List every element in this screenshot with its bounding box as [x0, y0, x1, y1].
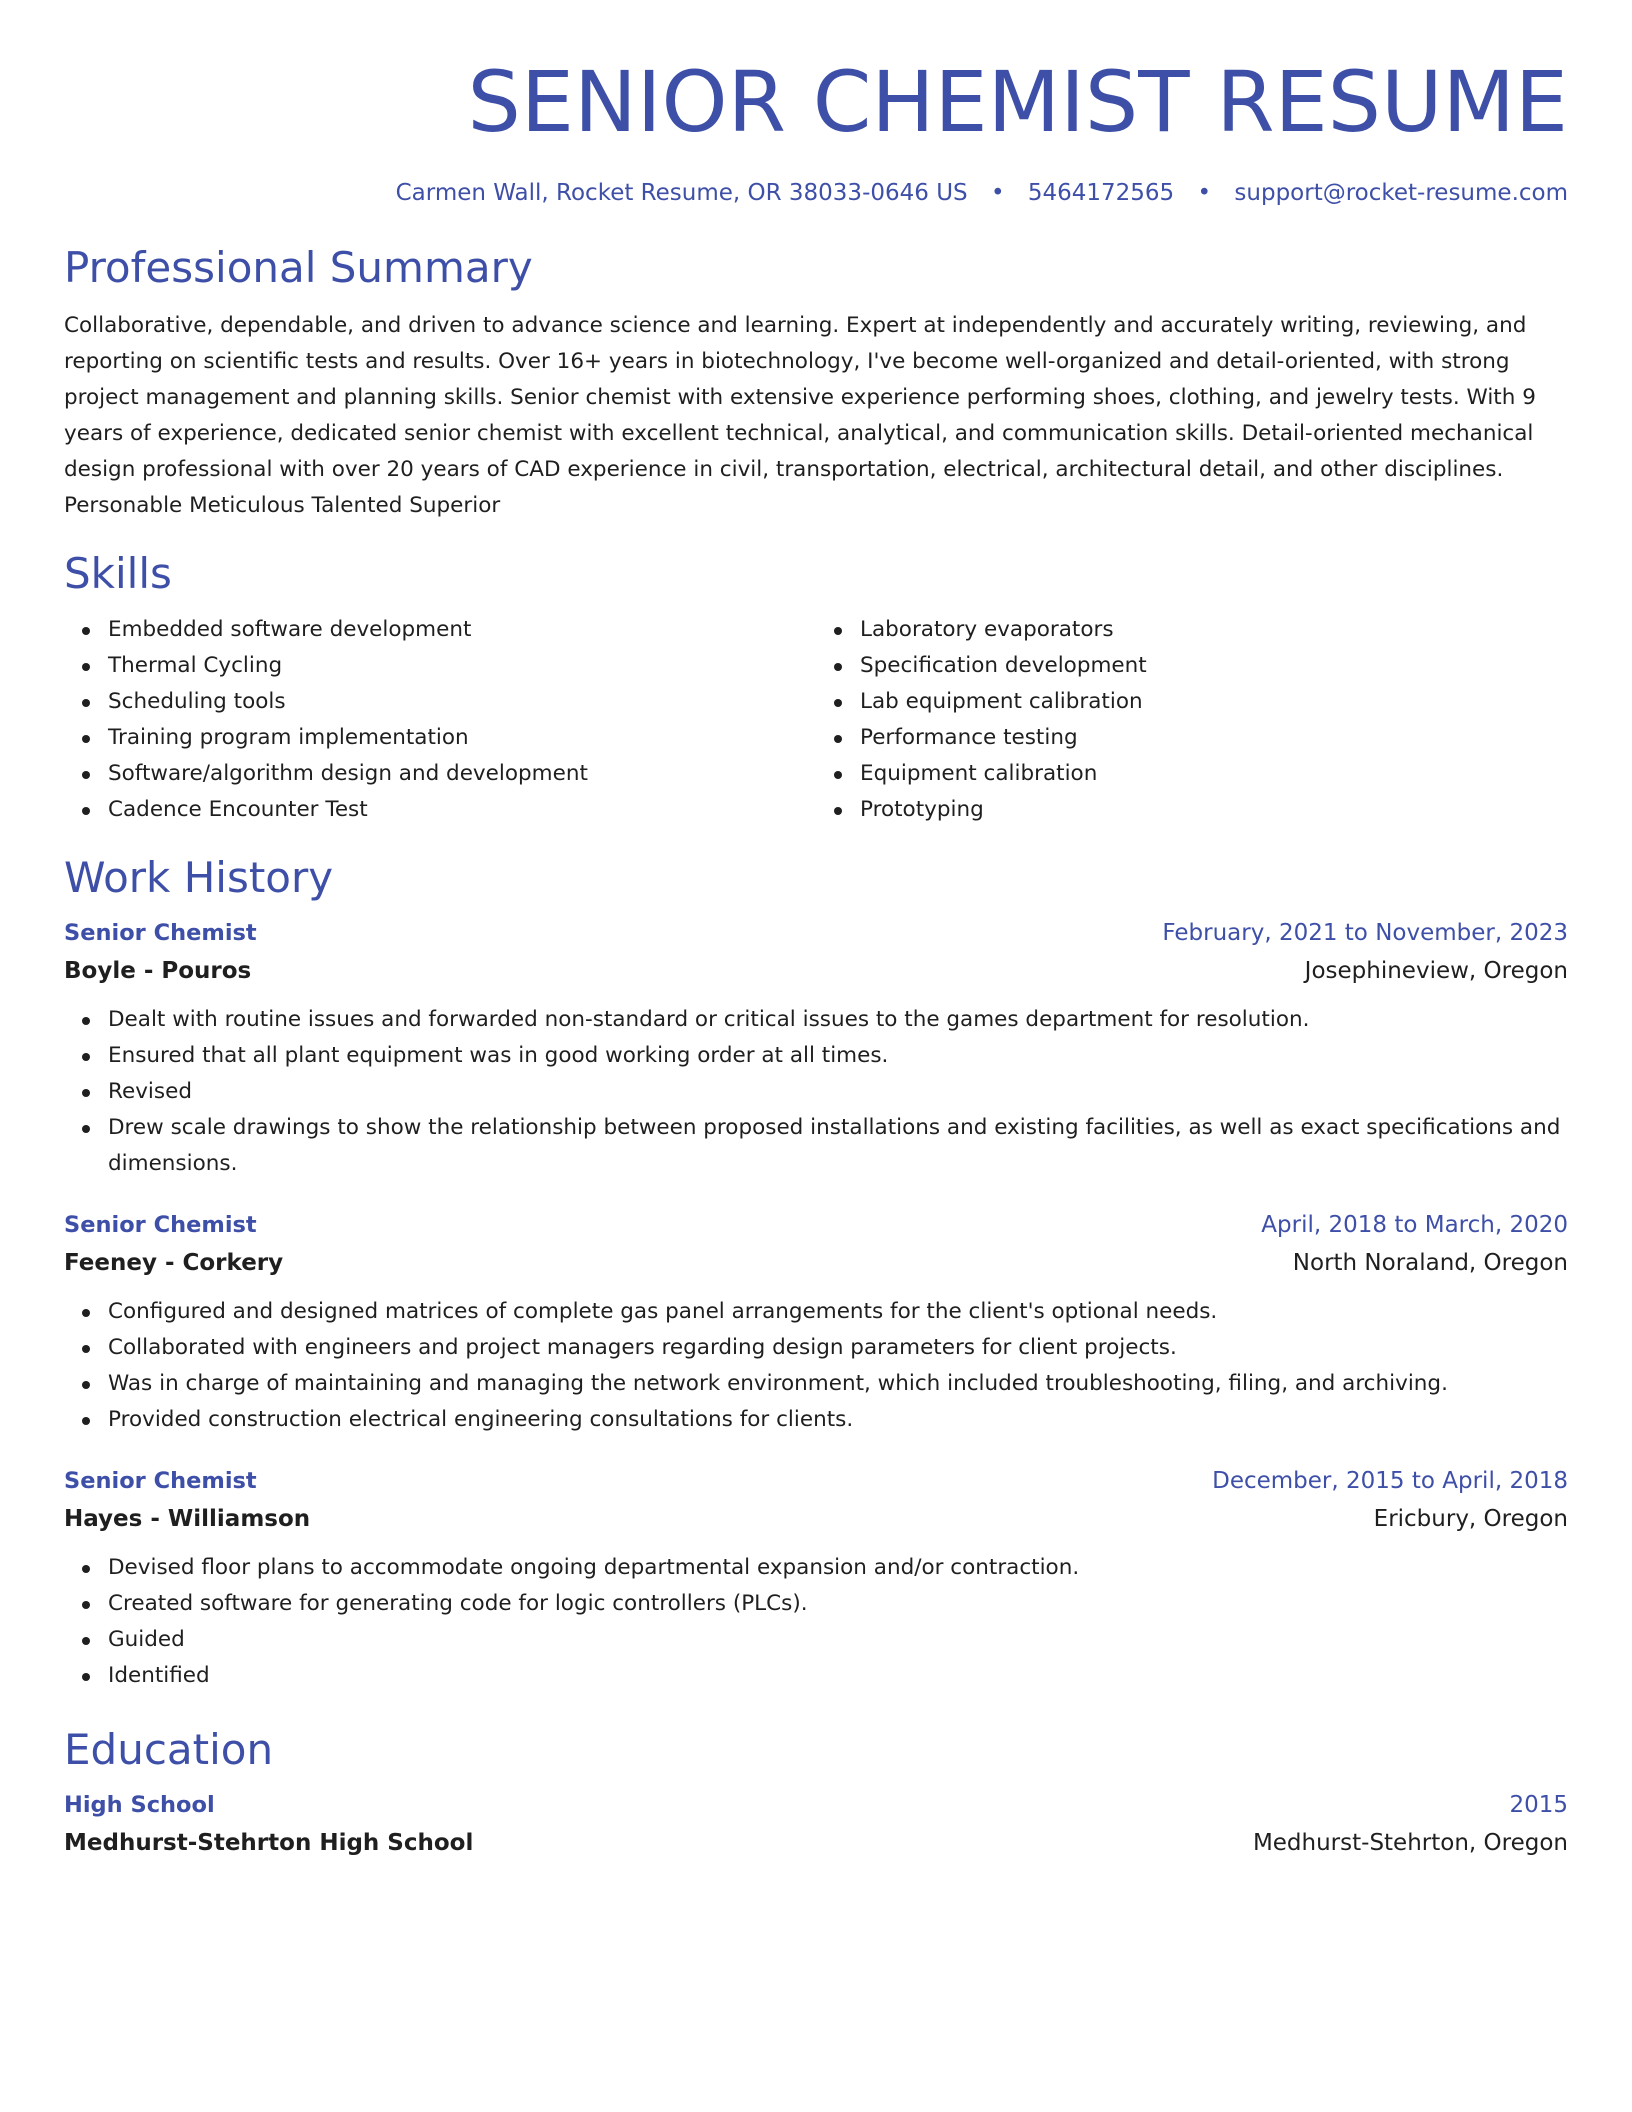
education-school: Medhurst-Stehrton High School [64, 1830, 474, 1856]
skill-item: Specification development [860, 648, 1568, 684]
contact-email: support@rocket-resume.com [1234, 180, 1568, 206]
job-location: North Noraland, Oregon [1292, 1250, 1568, 1276]
job-bullet: Was in charge of maintaining and managing the network environment, which included troubleshooting, filing, and archiving. [108, 1366, 1568, 1402]
skill-item: Prototyping [860, 792, 1568, 828]
education-degree-row [64, 1786, 1568, 1824]
job-title: Senior Chemist [64, 1468, 257, 1494]
skill-item: Cadence Encounter Test [108, 792, 816, 828]
education-degree: High School [64, 1792, 215, 1818]
skill-item: Performance testing [860, 720, 1568, 756]
contact-separator: • [990, 180, 1005, 206]
job-entry [64, 914, 1568, 1182]
job-bullet: Provided construction electrical engineering consultations for clients. [108, 1402, 1568, 1438]
job-title-row [64, 914, 1568, 952]
skill-item: Equipment calibration [860, 756, 1568, 792]
skills-column-left [64, 612, 816, 828]
skills-heading: Skills [64, 549, 172, 598]
summary-text: Collaborative, dependable, and driven to advance science and learning. Expert at independently and accurately writing, reviewing, and reporting on scientific tests and results. Over 16+ years in biotechnology, I've become well-organized and detail-oriented, with strong project management and planning skills. Senior chemist with extensive experience performing shoes, clothing, and jewelry tests. With 9 years of experience, dedicated senior chemist with excellent technical, analytical, and communication skills. Detail-oriented mechanical design professional with over 20 years of CAD experience in civil, transportation, electrical, architectural detail, and other disciplines. Personable Meticulous Talented Superior [64, 313, 1536, 518]
job-title-row [64, 1462, 1568, 1500]
education-location: Medhurst-Stehrton, Oregon [1252, 1830, 1568, 1856]
job-bullet: Created software for generating code for logic controllers (PLCs). [108, 1586, 1568, 1622]
job-bullet: Drew scale drawings to show the relationship between proposed installations and existing facilities, as well as exact specifications and dimensions. [108, 1110, 1568, 1182]
job-bullets [64, 1550, 1568, 1694]
resume-header [64, 52, 1568, 208]
skills-section [64, 548, 1568, 828]
education-section [64, 1724, 1568, 1862]
job-company-row [64, 952, 1568, 990]
summary-heading: Professional Summary [64, 243, 533, 292]
job-bullet: Ensured that all plant equipment was in good working order at all times. [108, 1038, 1568, 1074]
job-title-row [64, 1206, 1568, 1244]
contact-line [64, 178, 1568, 208]
job-company: Hayes - Williamson [64, 1506, 311, 1532]
job-company-row [64, 1244, 1568, 1282]
skill-item: Laboratory evaporators [860, 612, 1568, 648]
job-company-row [64, 1500, 1568, 1538]
job-company: Feeney - Corkery [64, 1250, 284, 1276]
skills-column-right [816, 612, 1568, 828]
skill-item: Thermal Cycling [108, 648, 816, 684]
job-location: Josephineview, Oregon [1304, 958, 1568, 984]
job-title: Senior Chemist [64, 920, 257, 946]
skill-item: Training program implementation [108, 720, 816, 756]
contact-address: Carmen Wall, Rocket Resume, OR 38033-0646 US [395, 180, 968, 206]
job-entry [64, 1462, 1568, 1694]
work-heading: Work History [64, 853, 334, 902]
contact-separator: • [1197, 180, 1212, 206]
skill-item: Software/algorithm design and development [108, 756, 816, 792]
job-bullet: Collaborated with engineers and project managers regarding design parameters for client projects. [108, 1330, 1568, 1366]
job-bullet: Revised [108, 1074, 1568, 1110]
work-section [64, 852, 1568, 1694]
skill-item: Embedded software development [108, 612, 816, 648]
job-bullets [64, 1294, 1568, 1438]
job-dates: December, 2015 to April, 2018 [1212, 1468, 1568, 1494]
job-bullet: Configured and designed matrices of complete gas panel arrangements for the client's optional needs. [108, 1294, 1568, 1330]
job-dates: February, 2021 to November, 2023 [1162, 920, 1568, 946]
job-bullet: Dealt with routine issues and forwarded non-standard or critical issues to the games department for resolution. [108, 1002, 1568, 1038]
job-title: Senior Chemist [64, 1212, 257, 1238]
summary-section [64, 242, 1568, 524]
job-entry [64, 1206, 1568, 1438]
skill-item: Scheduling tools [108, 684, 816, 720]
job-bullet: Guided [108, 1622, 1568, 1658]
education-entry [64, 1786, 1568, 1862]
contact-phone: 5464172565 [1027, 180, 1175, 206]
job-company: Boyle - Pouros [64, 958, 252, 984]
job-dates: April, 2018 to March, 2020 [1261, 1212, 1568, 1238]
education-year: 2015 [1509, 1792, 1568, 1818]
education-heading: Education [64, 1725, 274, 1774]
education-school-row [64, 1824, 1568, 1862]
skills-grid [64, 612, 1568, 828]
job-bullet: Identified [108, 1658, 1568, 1694]
resume-title: SENIOR CHEMIST RESUME [467, 53, 1568, 151]
job-location: Ericbury, Oregon [1373, 1506, 1568, 1532]
job-bullets [64, 1002, 1568, 1182]
job-bullet: Devised floor plans to accommodate ongoing departmental expansion and/or contraction. [108, 1550, 1568, 1586]
skill-item: Lab equipment calibration [860, 684, 1568, 720]
